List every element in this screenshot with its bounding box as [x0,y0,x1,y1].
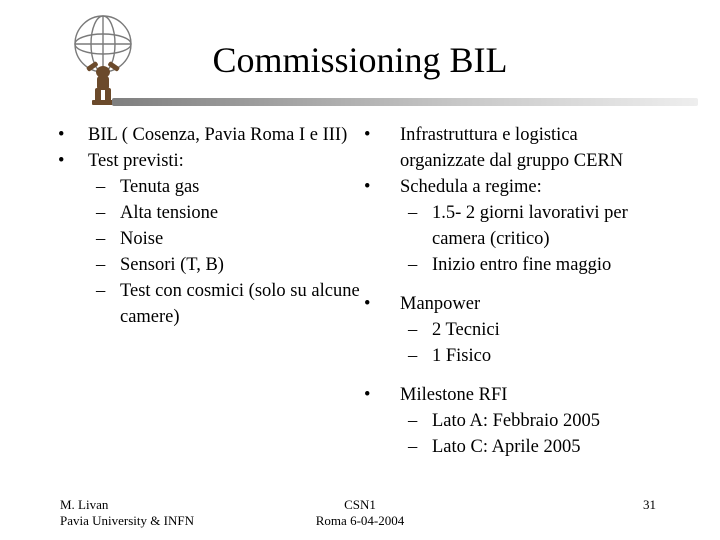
sub-bullet-item: – 1.5- 2 giorni lavorativi per camera (critico) [364,200,664,252]
left-bullet-column [58,122,368,330]
sub-bullet-item: – Inizio entro fine maggio [364,252,664,278]
sub-bullet-item: – Alta tensione [58,200,368,226]
footer-author-block [60,497,194,529]
footer-affiliation: Pavia University & INFN [60,513,194,528]
sub-bullet-item: – Lato A: Febbraio 2005 [364,408,664,434]
sub-bullet-item: – Noise [58,226,368,252]
footer-meeting: CSN1 [344,497,376,512]
title-underline [112,98,698,106]
sub-bullet-item: – Sensori (T, B) [58,252,368,278]
bullet-spacer [364,278,664,291]
bullet-item: • Manpower [364,291,664,317]
slide-title: Commissioning BIL [212,40,508,80]
page-number: 31 [643,497,656,512]
bullet-item: • BIL ( Cosenza, Pavia Roma I e III) [58,122,368,148]
bullet-item: • Infrastruttura e logistica organizzate dal gruppo CERN [364,122,664,174]
right-bullet-column [364,122,664,460]
sub-bullet-item: – Lato C: Aprile 2005 [364,434,664,460]
bullet-spacer [364,369,664,382]
sub-bullet-item: – Tenuta gas [58,174,368,200]
footer-place-date: Roma 6-04-2004 [315,513,405,528]
footer-author: M. Livan [60,497,109,512]
sub-bullet-item: – 2 Tecnici [364,317,664,343]
bullet-item: • Schedula a regime: [364,174,664,200]
sub-bullet-item: – Test con cosmici (solo su alcune camere) [58,278,368,330]
bullet-item: • Milestone RFI [364,382,664,408]
bullet-item: • Test previsti: [58,148,368,174]
footer-meeting-block [300,497,420,529]
sub-bullet-item: – 1 Fisico [364,343,664,369]
